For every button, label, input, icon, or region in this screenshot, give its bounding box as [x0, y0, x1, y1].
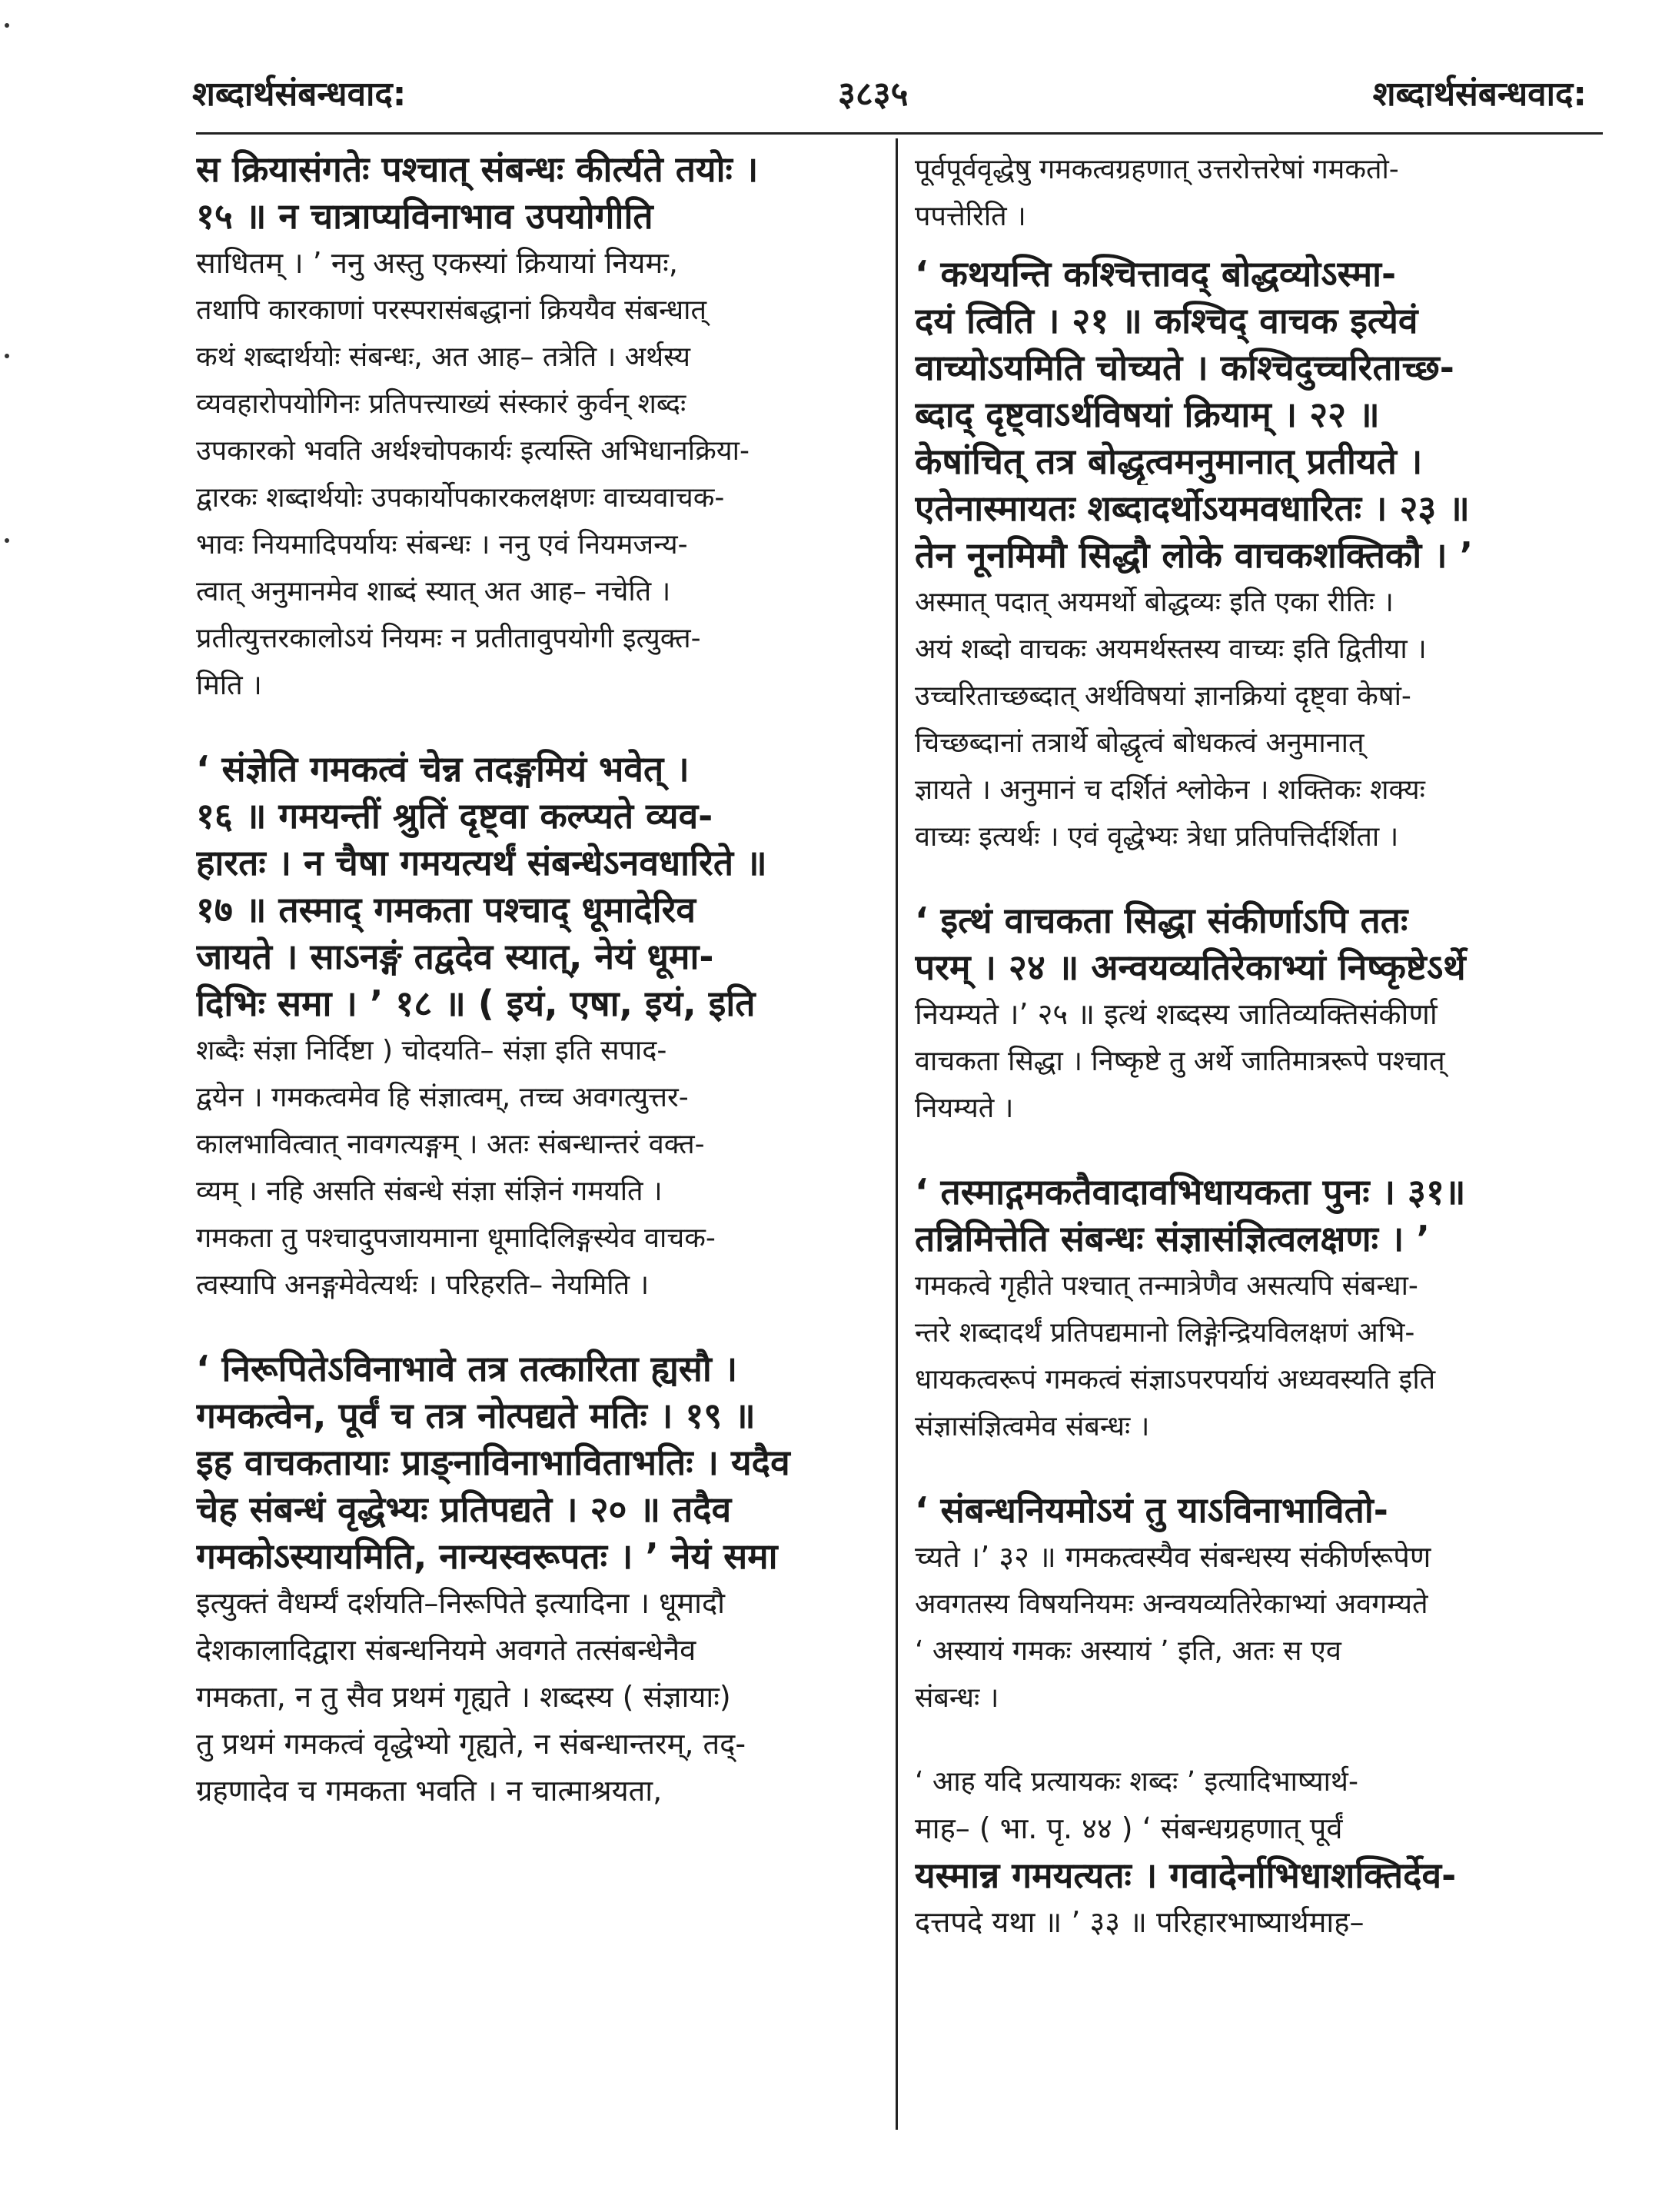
text-line: गमकोऽस्यायमिति, नान्यस्वरूपतः । ’ नेयं समा [196, 1535, 778, 1577]
scan-speck [5, 23, 9, 28]
text-line: त्वात् अनुमानमेव शाब्दं स्यात् अत आह– नचेति । [196, 576, 671, 607]
text-line: द्वारकः शब्दार्थयोः उपकार्योपकारकलक्षणः वाच्यवाचक- [196, 482, 725, 514]
paragraph [196, 146, 873, 709]
text-line: चिच्छब्दानां तत्रार्थे बोद्धृत्वं बोधकत्वं अनुमानात् [915, 727, 1365, 759]
paragraph [915, 1487, 1599, 1721]
text-line: उपकारको भवति अर्थश्चोपकार्यः इत्यस्ति अभिधानक्रिया- [196, 435, 750, 467]
text-line: गमकता तु पश्चादुपजायमाना धूमादिलिङ्गस्येव वाचक- [196, 1222, 716, 1254]
text-line: ‘ इत्थं वाचकता सिद्धा संकीर्णाऽपि ततः [915, 900, 1408, 941]
text-line: १५ ॥ न चात्राप्यविनाभाव उपयोगीति [196, 195, 653, 237]
paragraph [196, 746, 873, 1309]
scan-speck [5, 538, 9, 543]
text-line: भावः नियमादिपर्यायः संबन्धः । ननु एवं नियमजन्य- [196, 529, 688, 560]
left-column [196, 146, 873, 2145]
text-line: पूर्वपूर्ववृद्धेषु गमकत्वग्रहणात् उत्तरोत्तरेषां गमकतो- [915, 154, 1399, 185]
text-line: ‘ संज्ञेति गमकत्वं चेन्न तदङ्गमियं भवेत् । [196, 748, 690, 790]
text-line: त्वस्यापि अनङ्गमेवेत्यर्थः । परिहरति– नेयमिति । [196, 1269, 650, 1301]
text-line: नियम्यते ।’ २५ ॥ इत्थं शब्दस्य जातिव्यक्तिसंकीर्णा [915, 997, 1438, 1031]
text-line: १७ ॥ तस्माद् गमकता पश्चाद् धूमादेरिव [196, 889, 696, 930]
text-line: स क्रियासंगतेः पश्चात् संबन्धः कीर्त्यते तयोः । [196, 148, 759, 190]
text-line: ‘ निरूपितेऽविनाभावे तत्र तत्कारिता ह्यसौ । [196, 1348, 738, 1389]
text-line: पपत्तेरिति । [915, 201, 1026, 232]
text-line: दिभिः समा । ’ १८ ॥ ( इयं, एषा, इयं, इति [196, 983, 756, 1024]
text-line: गमकत्वेन, पूर्वं च तत्र नोत्पद्यते मतिः । १९ ॥ [196, 1395, 756, 1436]
text-line: जायते । साऽनङ्गं तद्वदेव स्यात्, नेयं धूमा- [196, 936, 714, 977]
paragraph [196, 1345, 873, 1815]
text-line: ज्ञायते । अनुमानं च दर्शितं श्लोकेन । शक्तिकः शक्यः [915, 774, 1425, 806]
page-number: ३८३५ [838, 75, 909, 114]
text-line: अवगतस्य विषयनियमः अन्वयव्यतिरेकाभ्यां अवगम्यते [915, 1588, 1428, 1620]
text-line: अयं शब्दो वाचकः अयमर्थस्तस्य वाच्यः इति द्वितीया । [915, 634, 1427, 665]
text-line: ग्रहणादेव च गमकता भवति । न चात्माश्रयता, [196, 1774, 663, 1808]
paragraph [915, 1169, 1599, 1450]
text-line: माह– ( भा. पृ. ४४ ) ‘ संबन्धग्रहणात् पूर्वं [915, 1811, 1343, 1845]
text-line: उच्चरिताच्छब्दात् अर्थविषयां ज्ञानक्रियां दृष्ट्वा केषां- [915, 680, 1411, 712]
text-line: अस्मात् पदात् अयमर्थो बोद्धव्यः इति एका रीतिः । [915, 587, 1394, 618]
text-line: चेह संबन्धं वृद्धेभ्यः प्रतिपद्यते । २० ॥ तदैव [196, 1489, 732, 1530]
text-line: च्यते ।’ ३२ ॥ गमकत्वस्यैव संबन्धस्य संकीर्णरूपेण [915, 1540, 1431, 1574]
text-line: ‘ अस्यायं गमकः अस्यायं ’ इति, अतः स एव [915, 1635, 1341, 1667]
text-line: साधितम् । ’ ननु अस्तु एकस्यां क्रियायां नियमः, [196, 246, 678, 280]
text-line: वाचकता सिद्धा । निष्कृष्टे तु अर्थे जातिमात्ररूपे पश्चात् [915, 1046, 1445, 1077]
text-line: तन्निमित्तेति संबन्धः संज्ञासंज्ञित्वलक्षणः । ’ [915, 1218, 1430, 1259]
running-header-right: शब्दार्थसंबन्धवाद: [1372, 75, 1587, 114]
text-line: धायकत्वरूपं गमकत्वं संज्ञाऽपरपर्यायं अध्यवस्यति इति [915, 1364, 1436, 1395]
text-line: नियम्यते । [915, 1093, 1014, 1124]
text-line: प्रतीत्युत्तरकालोऽयं नियमः न प्रतीतावुपयोगी इत्युक्त- [196, 623, 701, 654]
text-line: न्तरे शब्दादर्थं प्रतिपद्यमानो लिङ्गेन्द्रियविलक्षणं अभि- [915, 1317, 1415, 1349]
text-line: द्वयेन । गमकत्वमेव हि संज्ञात्वम्, तच्च अवगत्युत्तर- [196, 1082, 689, 1113]
text-line: तु प्रथमं गमकत्वं वृद्धेभ्यो गृह्यते, न संबन्धान्तरम्, तद्- [196, 1727, 746, 1761]
text-line: यस्मान्न गमयत्यतः । गवादेर्नाभिधाशक्तिर्देव- [915, 1854, 1457, 1896]
text-line: व्यम् । नहि असति संबन्धे संज्ञा संज्ञिनं गमयति । [196, 1176, 663, 1207]
text-line: ‘ आह यदि प्रत्यायकः शब्दः ’ इत्यादिभाष्यार्थ- [915, 1766, 1358, 1798]
paragraph [915, 897, 1599, 1132]
text-line: ‘ तस्माद्गमकतैवादावभिधायकता पुनः । ३१॥ [915, 1171, 1466, 1212]
text-line: गमकता, न तु सैव प्रथमं गृह्यते । शब्दस्य ( संज्ञायाः) [196, 1680, 731, 1714]
text-line: ब्दाद् दृष्ट्वाऽर्थविषयां क्रियाम् । २२ ॥ [915, 394, 1380, 435]
text-line: १६ ॥ गमयन्तीं श्रुतिं दृष्ट्वा कल्प्यते व्यव- [196, 795, 713, 837]
text-line: इत्युक्तं वैधर्म्यं दर्शयति–निरूपिते इत्यादिना । धूमादौ [196, 1586, 726, 1620]
text-line: तथापि कारकाणां परस्परासंबद्धानां क्रिययैव संबन्धात् [196, 294, 706, 326]
paragraph [915, 251, 1599, 860]
text-line: ‘ संबन्धनियमोऽयं तु याऽविनाभावितो- [915, 1489, 1388, 1531]
text-line: शब्दैः संज्ञा निर्दिष्टा ) चोदयति– संज्ञा इति सपाद- [196, 1035, 667, 1066]
text-line: केषांचित् तत्र बोद्धृत्वमनुमानात् प्रतीयते । [915, 441, 1423, 482]
text-line: संबन्धः । [915, 1682, 999, 1714]
text-line: संज्ञासंज्ञित्वमेव संबन्धः । [915, 1411, 1150, 1442]
column-divider [896, 138, 898, 2130]
running-header-left: शब्दार्थसंबन्धवाद: [192, 75, 407, 114]
text-line: मिति । [196, 670, 262, 701]
text-line: दत्तपदे यथा ॥ ’ ३३ ॥ परिहारभाष्यार्थमाह– [915, 1905, 1365, 1939]
text-line: देशकालादिद्वारा संबन्धनियमे अवगते तत्संबन्धेनैव [196, 1633, 696, 1667]
scan-speck [5, 354, 9, 358]
text-line: व्यवहारोपयोगिनः प्रतिपत्त्याख्यं संस्कारं कुर्वन् शब्दः [196, 388, 686, 420]
text-line: कथं शब्दार्थयोः संबन्धः, अत आह– तत्रेति । अर्थस्य [196, 341, 691, 373]
paragraph [915, 1758, 1599, 1946]
right-column [915, 146, 1599, 2145]
text-line: इह वाचकतायाः प्राङ्नाविनाभाविताभतिः । यदैव [196, 1442, 790, 1483]
text-line: कालभावित्वात् नावगत्यङ्गम् । अतः संबन्धान्तरं वक्त- [196, 1129, 705, 1160]
paragraph [915, 146, 1599, 240]
text-line: गमकत्वे गृहीते पश्चात् तन्मात्रेणैव असत्यपि संबन्धा- [915, 1270, 1418, 1302]
text-line: परम् । २४ ॥ अन्वयव्यतिरेकाभ्यां निष्कृष्टेऽर्थे [915, 946, 1466, 988]
header-rule [196, 132, 1603, 135]
text-line: दयं त्विति । २१ ॥ कश्चिद् वाचक इत्येवं [915, 300, 1418, 341]
text-line: ‘ कथयन्ति कश्चित्तावद् बोद्धव्योऽस्मा- [915, 253, 1397, 294]
text-line: हारतः । न चैषा गमयत्यर्थं संबन्धेऽनवधारिते ॥ [196, 842, 767, 883]
text-line: वाच्योऽयमिति चोच्यते । कश्चिदुच्चरिताच्छ- [915, 347, 1454, 388]
text-line: तेन नूनमिमौ सिद्धौ लोके वाचकशक्तिकौ । ’ [915, 534, 1474, 576]
text-line: एतेनास्मायतः शब्दादर्थोऽयमवधारितः । २३ ॥ [915, 487, 1470, 529]
text-line: वाच्यः इत्यर्थः । एवं वृद्धेभ्यः त्रेधा प्रतिपत्तिर्दर्शिता । [915, 821, 1399, 853]
